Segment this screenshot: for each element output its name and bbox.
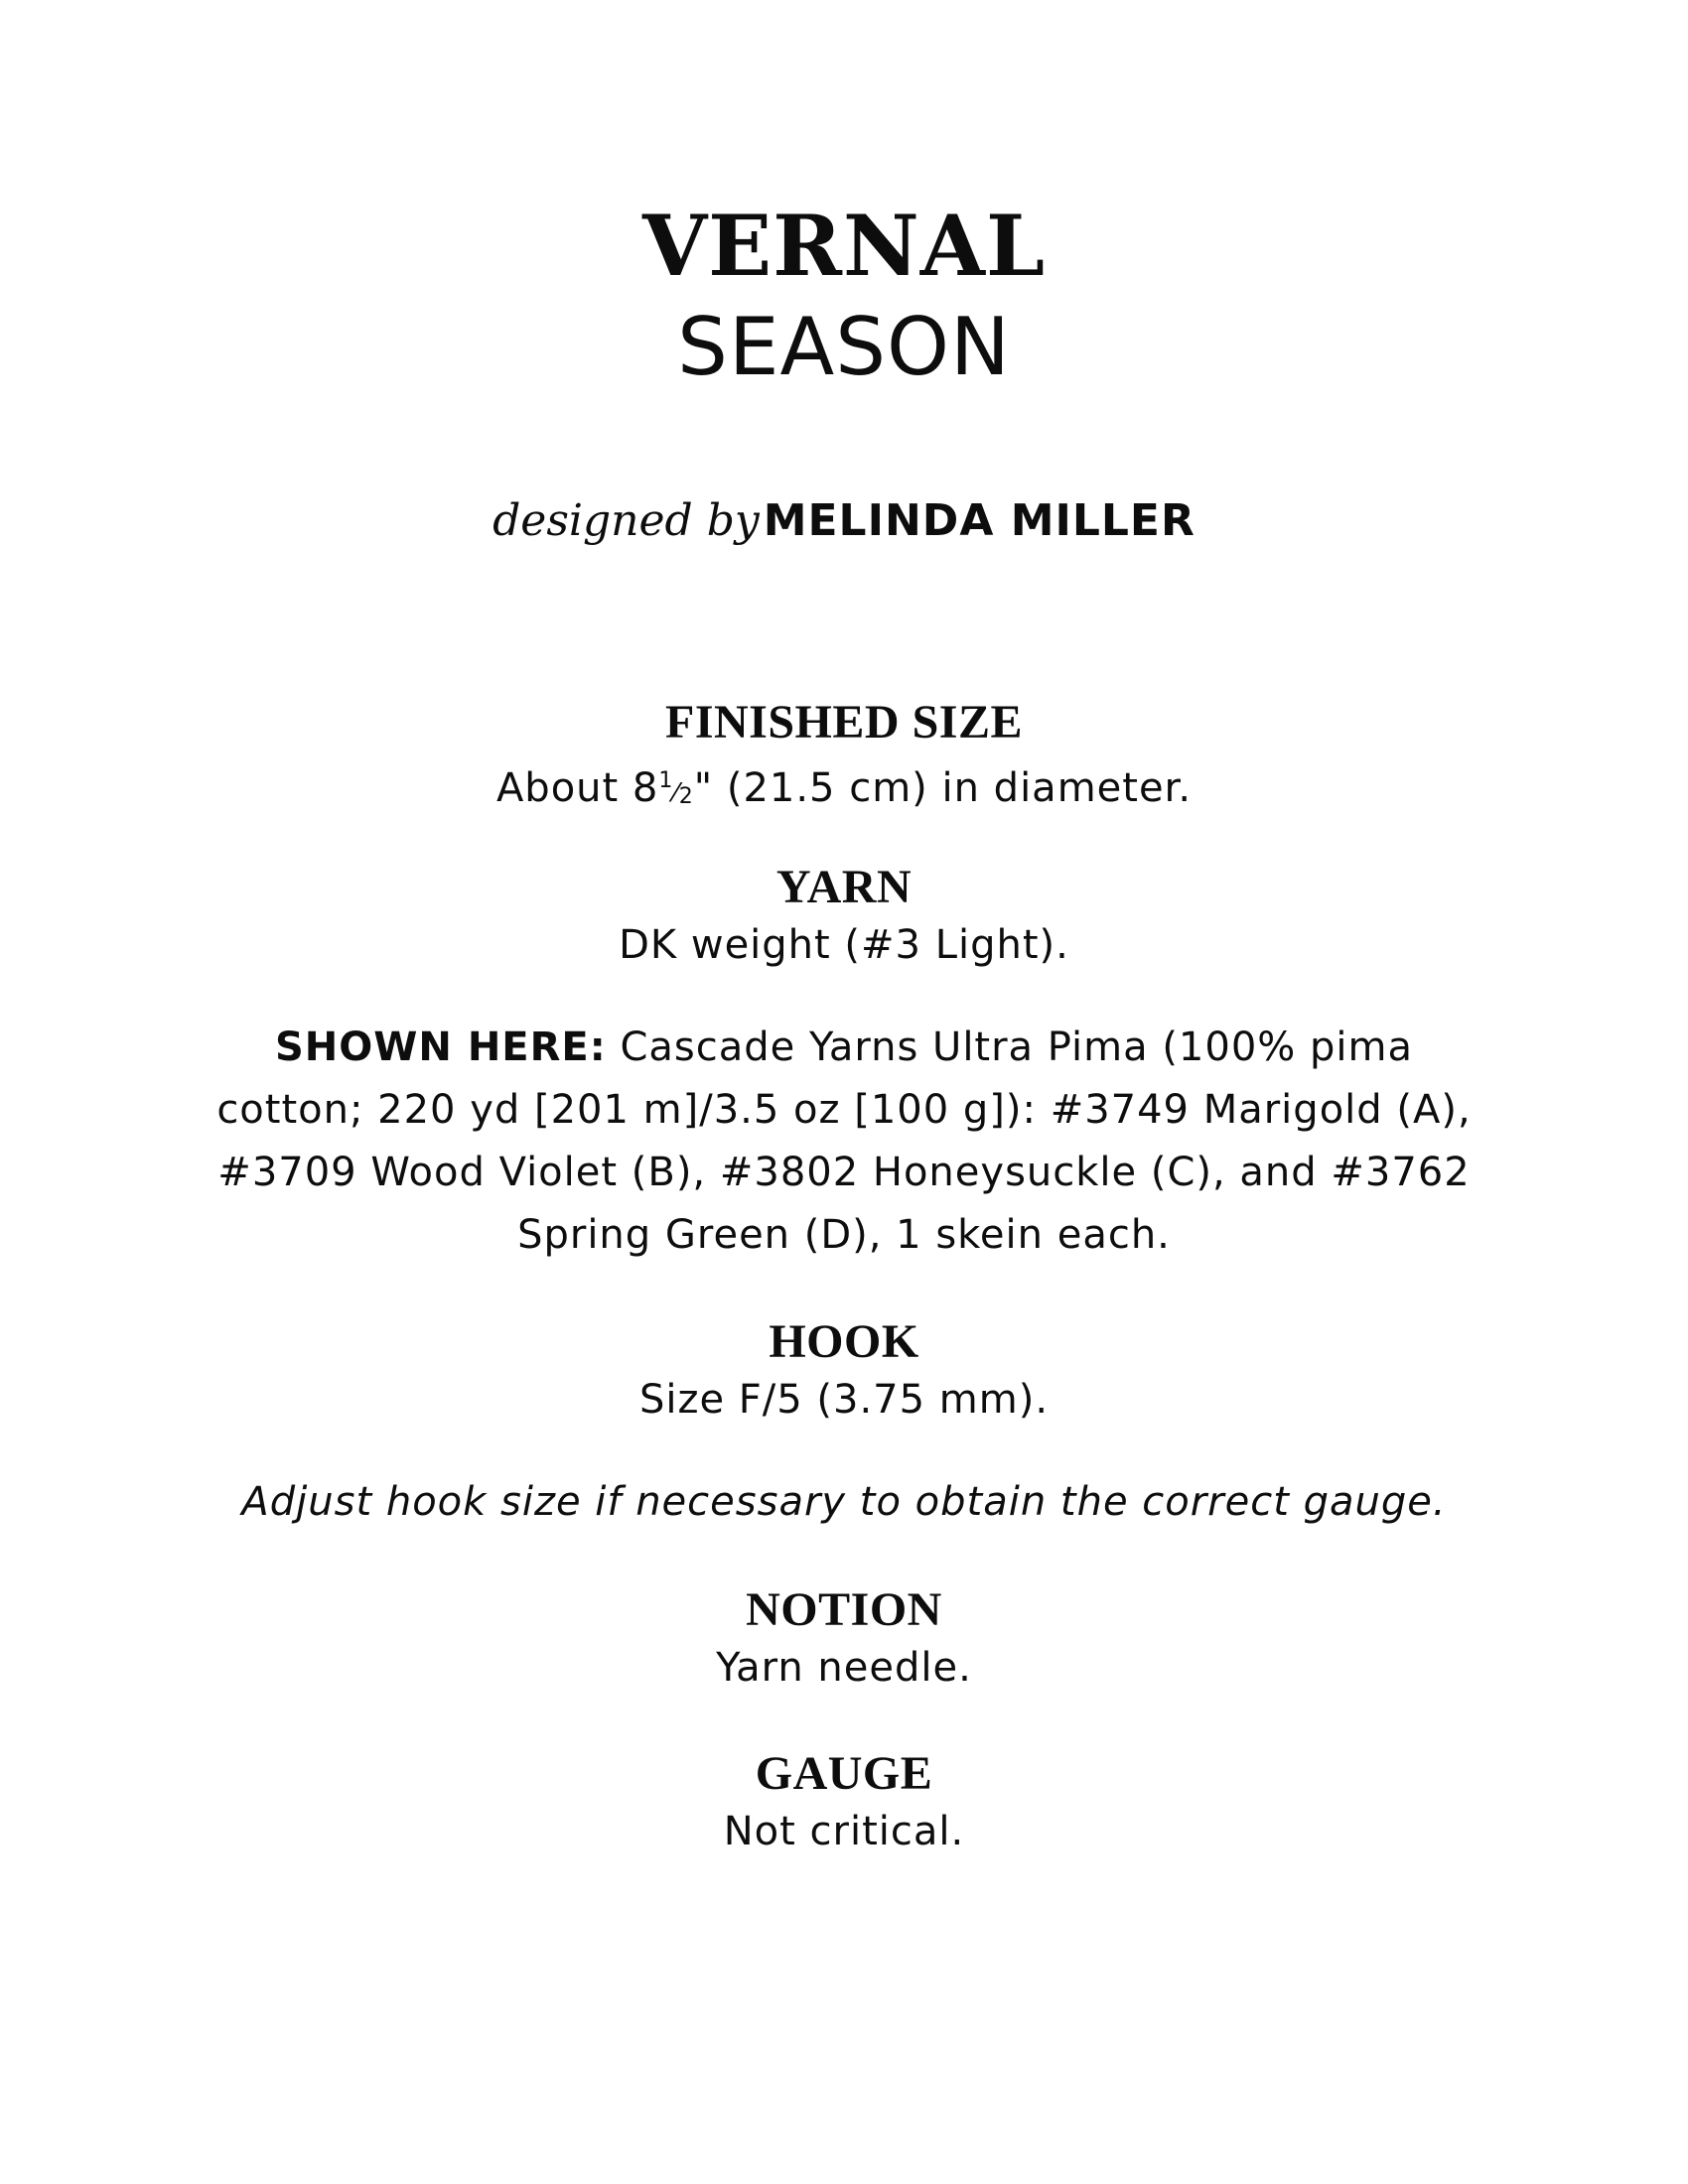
- hook-gauge-note: Adjust hook size if necessary to obtain the correct gauge.: [241, 1479, 1447, 1525]
- gauge-text: Not critical.: [723, 1809, 965, 1854]
- finished-size-heading: FINISHED SIZE: [665, 696, 1023, 749]
- notion-text: Yarn needle.: [716, 1645, 972, 1691]
- fraction-separator: ⁄: [673, 778, 679, 808]
- notion-heading: NOTION: [746, 1583, 942, 1636]
- fraction-numerator: 1: [658, 768, 674, 793]
- designer-name: MELINDA MILLER: [763, 495, 1196, 546]
- finished-size-text: [0, 751, 1688, 827]
- fraction-denominator: 2: [678, 784, 694, 809]
- finished-size-suffix: " (21.5 cm) in diameter.: [693, 765, 1193, 811]
- yarn-heading: YARN: [775, 861, 913, 913]
- byline-prefix: designed by: [492, 495, 760, 546]
- hook-text: Size F/5 (3.75 mm).: [638, 1377, 1050, 1423]
- shown-here-text: Cascade Yarns Ultra Pima (100% pima cotton; 220 yd [201 m]/3.5 oz [100 g]): #3749 Marigold (A), #3709 Wood Violet (B), #3802 Honeysuckle (C), and #3762 Spring Green (D), 1 skein each.: [216, 1024, 1472, 1258]
- gauge-heading: GAUGE: [755, 1747, 933, 1800]
- yarn-text: DK weight (#3 Light).: [619, 922, 1069, 968]
- finished-size-prefix: About 8: [495, 765, 659, 811]
- shown-here-label: SHOWN HERE:: [275, 1024, 607, 1070]
- title-line-1: VERNAL: [641, 197, 1047, 295]
- byline: [0, 486, 1688, 566]
- hook-heading: HOOK: [769, 1315, 919, 1368]
- shown-here-paragraph: [199, 1017, 1489, 1267]
- title-line-2: SEASON: [677, 301, 1011, 393]
